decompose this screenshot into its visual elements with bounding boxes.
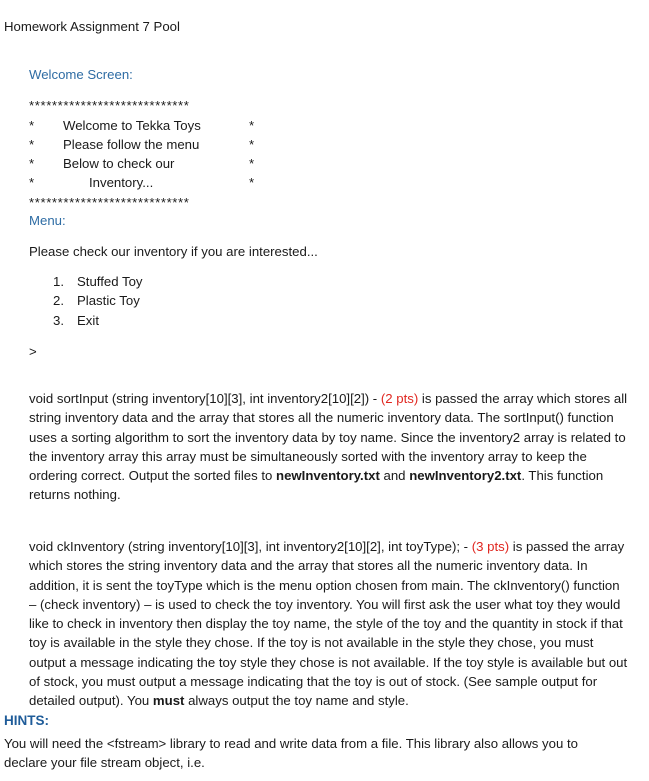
welcome-screen-heading: Welcome Screen:	[29, 67, 133, 82]
page-title: Homework Assignment 7 Pool	[4, 19, 180, 34]
sortinput-description	[29, 389, 629, 505]
hints-text: You will need the <fstream> library to read and write data from a file. This library also allows you to declare your file stream object, i.e.	[4, 736, 578, 771]
menu-item	[53, 274, 143, 289]
welcome-line: Please follow the menu	[63, 137, 200, 152]
sortinput-points: (2 pts)	[380, 391, 419, 406]
welcome-line: Welcome to Tekka Toys	[63, 118, 201, 133]
star-right: *	[249, 156, 255, 171]
welcome-row	[29, 137, 259, 156]
menu-item-number: 3.	[53, 313, 64, 328]
menu-item	[53, 293, 140, 308]
ckinventory-points: (3 pts)	[471, 539, 510, 554]
menu-item-label: Exit	[77, 313, 99, 328]
menu-prompt: Please check our inventory if you are interested...	[29, 244, 318, 259]
welcome-row	[29, 156, 259, 175]
must-emphasis: must	[152, 693, 185, 709]
star-left: *	[29, 137, 35, 152]
star-left: *	[29, 118, 35, 133]
newinventory2-filename: newInventory2.txt	[409, 468, 522, 484]
welcome-row	[29, 118, 259, 137]
stars-border-bottom: ****************************	[29, 195, 190, 210]
cursor-prompt: >	[29, 344, 37, 359]
newinventory-filename: newInventory.txt	[276, 468, 380, 484]
menu-heading: Menu:	[29, 213, 66, 228]
ckinventory-text: is passed the array which stores the string inventory data and the array that stores all the numeric inventory data. In addition, it is sent the toyType which is the menu option chosen from main. The ckInventory() function – (check inventory) – is used to check the toy inventory. You will first ask the user what toy they would like to check in inventory then display the toy name, the style of the toy and the quantity in stock if that toy is available in the style they chose. If the toy is not available in the style they chose, you must output a message indicating the toy style they chose is not available. If the toy style is available but out of stock, you must output a message indicating that the toy is out of stock. (See sample output for detailed output). You	[29, 539, 628, 709]
sortinput-text: . This function returns nothing.	[29, 468, 604, 503]
sortinput-signature: void sortInput (string inventory[10][3], int inventory2[10][2]) -	[29, 391, 381, 406]
star-right: *	[249, 137, 255, 152]
hints-heading: HINTS:	[4, 713, 49, 728]
menu-item-label: Plastic Toy	[77, 293, 140, 308]
menu-item	[53, 313, 99, 328]
menu-item-label: Stuffed Toy	[77, 274, 143, 289]
star-right: *	[249, 118, 255, 133]
ckinventory-text: always output the toy name and style.	[184, 693, 409, 709]
sortinput-text: and	[379, 468, 410, 484]
star-left: *	[29, 175, 35, 190]
sortinput-text: is passed the array which stores all string inventory data and the array that stores all the numeric inventory data. The sortInput() function uses a sorting algorithm to sort the inventory data by toy name. Since the inventory2 array is related to the inventory array this array must be simultaneously sorted with the inventory array to keep the ordering correct. Output the sorted files to	[29, 391, 628, 484]
welcome-line: Below to check our	[63, 156, 175, 171]
menu-item-number: 2.	[53, 293, 64, 308]
star-left: *	[29, 156, 35, 171]
welcome-line: Inventory...	[89, 175, 154, 190]
star-right: *	[249, 175, 255, 190]
menu-item-number: 1.	[53, 274, 64, 289]
welcome-row	[29, 175, 259, 194]
ckinventory-description	[29, 537, 629, 711]
stars-border-top: ****************************	[29, 98, 190, 113]
ckinventory-signature: void ckInventory (string inventory[10][3], int inventory2[10][2], int toyType); -	[29, 539, 472, 554]
